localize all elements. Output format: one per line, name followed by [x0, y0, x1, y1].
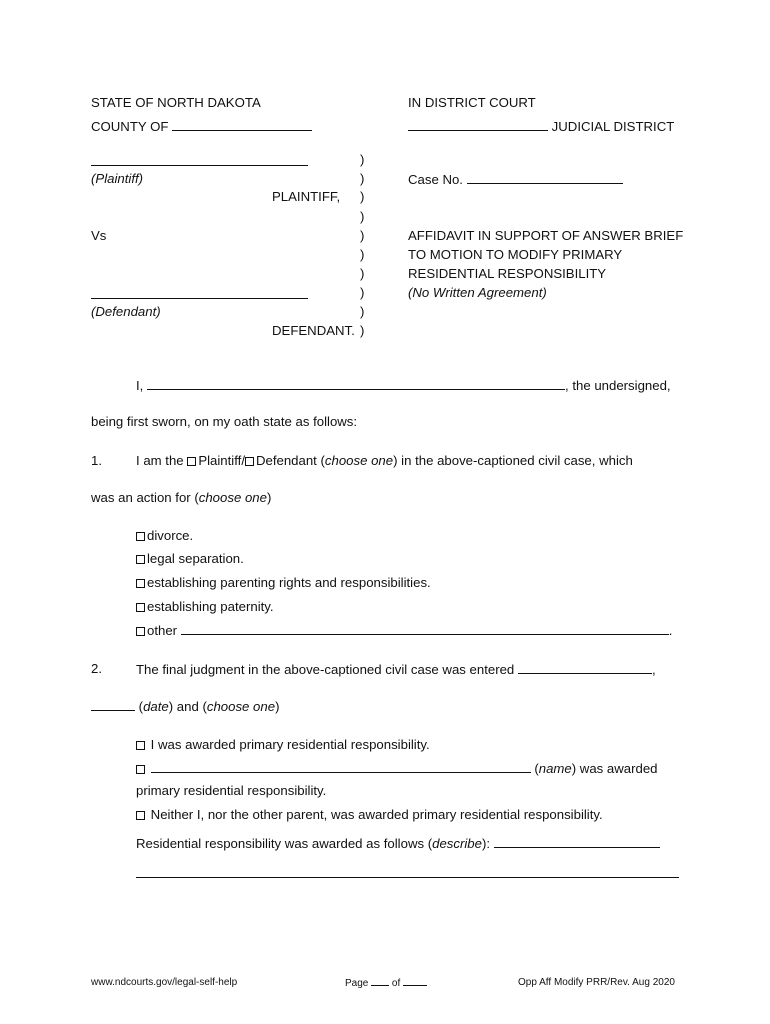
court-heading: IN DISTRICT COURT [408, 95, 536, 110]
plaintiff-name-blank[interactable] [91, 165, 308, 166]
other-parent-name-blank[interactable] [151, 760, 531, 773]
option-parenting-rights: establishing parenting rights and responsibilities. [136, 575, 431, 591]
parenting-rights-checkbox[interactable] [136, 579, 145, 588]
judgment-year-blank[interactable] [91, 698, 135, 711]
defendant-checkbox[interactable] [245, 457, 254, 466]
county-blank[interactable] [172, 118, 312, 131]
caption-paren: ) [360, 189, 365, 204]
county-label: COUNTY OF [91, 118, 312, 135]
document-subtitle: (No Written Agreement) [408, 285, 547, 300]
option-divorce: divorce. [136, 528, 193, 544]
describe-continuation-blank[interactable] [136, 877, 679, 878]
awarded-other-checkbox[interactable] [136, 765, 145, 774]
case-number-blank[interactable] [467, 171, 623, 184]
plaintiff-checkbox[interactable] [187, 457, 196, 466]
footer-page-number: Page of [345, 976, 427, 991]
describe-blank[interactable] [494, 835, 660, 848]
plaintiff-italic: (Plaintiff) [91, 171, 144, 186]
neither-option: Neither I, nor the other parent, was awarded primary residential responsibility. [136, 807, 603, 823]
case-number: Case No. [408, 171, 623, 188]
caption-paren: ) [360, 266, 365, 281]
page-total-blank[interactable] [403, 976, 427, 986]
caption-paren: ) [360, 247, 365, 262]
district-blank[interactable] [408, 118, 548, 131]
footer-form-id: Opp Aff Modify PRR/Rev. Aug 2020 [518, 977, 675, 988]
paragraph-2-number: 2. [91, 661, 102, 676]
awarded-other-line2: primary residential responsibility. [136, 783, 327, 798]
sworn-statement: being first sworn, on my oath state as follows: [91, 414, 358, 429]
option-legal-separation: legal separation. [136, 551, 244, 567]
paragraph-2-line2: (date) and (choose one) [91, 698, 279, 715]
defendant-italic: (Defendant) [91, 304, 161, 319]
awarded-other-option: (name) was awarded [136, 760, 658, 777]
option-other: other . [136, 622, 672, 639]
divorce-checkbox[interactable] [136, 532, 145, 541]
state-heading: STATE OF NORTH DAKOTA [91, 95, 261, 110]
caption-paren: ) [360, 152, 365, 167]
affiant-name-blank[interactable] [147, 377, 565, 390]
plaintiff-label: PLAINTIFF, [272, 189, 341, 204]
defendant-name-blank[interactable] [91, 298, 308, 299]
option-paternity: establishing paternity. [136, 599, 274, 615]
neither-checkbox[interactable] [136, 811, 145, 820]
judicial-district: JUDICIAL DISTRICT [408, 118, 674, 135]
paternity-checkbox[interactable] [136, 603, 145, 612]
awarded-me-checkbox[interactable] [136, 741, 145, 750]
page-number-blank[interactable] [371, 976, 389, 986]
document-title-line2: TO MOTION TO MODIFY PRIMARY [408, 247, 623, 262]
other-blank[interactable] [181, 622, 669, 635]
describe-line: Residential responsibility was awarded as follows (describe): [136, 835, 660, 852]
defendant-label: DEFENDANT. [272, 323, 355, 338]
intro-line: I, , the undersigned, [136, 378, 671, 393]
caption-paren: ) [360, 285, 365, 300]
caption-paren: ) [360, 228, 365, 243]
other-checkbox[interactable] [136, 627, 145, 636]
paragraph-2-line1: The final judgment in the above-captioned civil case was entered , [136, 662, 656, 677]
judgment-date-blank[interactable] [518, 661, 652, 674]
caption-paren: ) [360, 171, 365, 186]
caption-paren: ) [360, 323, 365, 338]
awarded-me-option: I was awarded primary residential responsibility. [136, 737, 430, 753]
paragraph-1-number: 1. [91, 453, 102, 468]
legal-separation-checkbox[interactable] [136, 555, 145, 564]
document-title-line3: RESIDENTIAL RESPONSIBILITY [408, 266, 607, 281]
caption-paren: ) [360, 209, 365, 224]
vs-label: Vs [91, 228, 107, 243]
caption-paren: ) [360, 304, 365, 319]
paragraph-1-line2: was an action for (choose one) [91, 490, 272, 505]
footer-website: www.ndcourts.gov/legal-self-help [91, 977, 238, 988]
paragraph-1-line1: I am the Plaintiff/ Defendant (choose one) in the above-captioned civil case, which [136, 453, 633, 468]
document-title-line1: AFFIDAVIT IN SUPPORT OF ANSWER BRIEF [408, 228, 684, 243]
